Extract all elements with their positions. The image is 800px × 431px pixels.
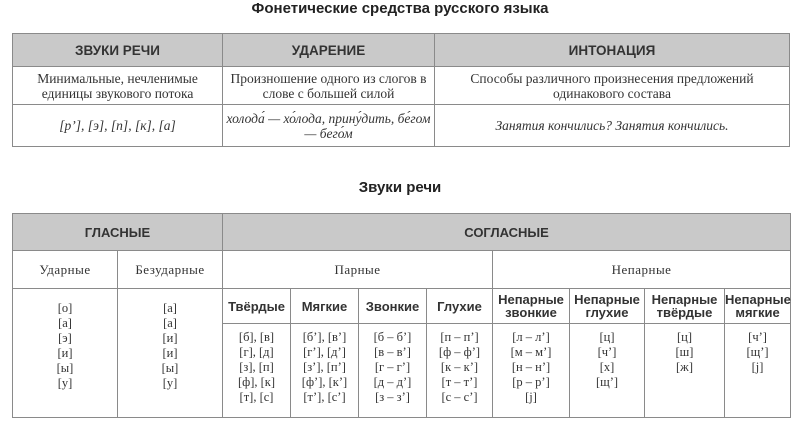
column-unpaired-voiceless: Непарные глухие <box>570 289 645 324</box>
list-item: [с – с’] <box>441 390 478 404</box>
list-item: [ы] <box>56 361 74 375</box>
list-item: [б], [в] <box>238 330 275 344</box>
list-unpaired-voiceless <box>570 324 645 418</box>
list-item: [а] <box>163 316 177 330</box>
list-item: [у] <box>57 376 73 390</box>
header-stress: УДАРЕНИЕ <box>223 34 435 67</box>
list-item: [з – з’] <box>375 390 410 404</box>
header-vowels: ГЛАСНЫЕ <box>13 214 223 251</box>
subheader-unstressed: Безударные <box>118 251 223 289</box>
speech-sounds-table <box>12 213 791 418</box>
list-item: [н – н’] <box>511 360 551 374</box>
list-item: [j] <box>751 360 764 374</box>
list-item: [з’], [п’] <box>303 360 346 374</box>
page-title: Фонетические средства русского языка <box>251 0 549 17</box>
list-unpaired-hard <box>645 324 725 418</box>
column-hard: Твёрдые <box>223 289 291 324</box>
header-consonants: СОГЛАСНЫЕ <box>223 214 791 251</box>
list-item: [х] <box>599 360 615 374</box>
header-sounds: ЗВУКИ РЕЧИ <box>13 34 223 67</box>
list-item: [ц] <box>599 330 615 344</box>
list-item: [а] <box>58 316 72 330</box>
header-intonation: ИНТОНАЦИЯ <box>435 34 790 67</box>
list-item: [ч’] <box>597 345 617 359</box>
list-item: [б – б’] <box>373 330 412 344</box>
list-unpaired-soft <box>725 324 791 418</box>
list-item: [д – д’] <box>373 375 412 389</box>
list-item: [ч’] <box>748 330 767 344</box>
definition-intonation: Способы различного произнесения предложений одинакового состава <box>435 67 790 105</box>
list-item: [и] <box>162 331 178 345</box>
list-item: [р – р’] <box>512 375 550 389</box>
definition-stress: Произношение одного из слогов в слове с большей силой <box>223 67 435 105</box>
list-item: [б’], [в’] <box>302 330 347 344</box>
column-unpaired-hard: Непарные твёрдые <box>645 289 725 324</box>
list-unstressed-vowels <box>118 289 223 418</box>
list-item: [ц] <box>676 330 692 344</box>
list-item: [ф], [к] <box>237 375 276 389</box>
definition-sounds: Минимальные, нечленимые единицы звукового потока <box>13 67 223 105</box>
list-voiceless <box>427 324 493 418</box>
example-sounds: [р’], [э], [п], [к], [а] <box>13 105 223 147</box>
column-soft: Мягкие <box>291 289 359 324</box>
subheader-stressed: Ударные <box>13 251 118 289</box>
list-soft <box>291 324 359 418</box>
list-voiced <box>359 324 427 418</box>
list-item: [п – п’] <box>440 330 479 344</box>
list-item: [щ’] <box>746 345 769 359</box>
list-item: [т], [с] <box>239 390 274 404</box>
list-item: [j] <box>525 390 537 404</box>
subheader-unpaired: Непарные <box>493 251 791 289</box>
example-intonation: Занятия кончились? Занятия кончились. <box>435 105 790 147</box>
list-item: [а] <box>163 301 177 315</box>
column-voiceless: Глухие <box>427 289 493 324</box>
list-item: [э] <box>58 331 72 345</box>
list-item: [г’], [д’] <box>303 345 346 359</box>
list-unpaired-voiced <box>493 324 570 418</box>
list-item: [щ’] <box>595 375 619 389</box>
list-item: [з], [п] <box>239 360 274 374</box>
list-item: [т’], [с’] <box>303 390 346 404</box>
list-hard <box>223 324 291 418</box>
phonetic-means-table <box>12 33 790 147</box>
list-stressed-vowels <box>13 289 118 418</box>
list-item: [ф’], [к’] <box>301 375 348 389</box>
list-item: [в – в’] <box>374 345 411 359</box>
column-voiced: Звонкие <box>359 289 427 324</box>
list-item: [ж] <box>676 360 693 374</box>
list-item: [о] <box>57 301 73 315</box>
list-item: [у] <box>162 376 178 390</box>
example-stress: холода́ — хо́лода, прину́дить, бе́гом — бего́м <box>223 105 435 147</box>
list-item: [и] <box>57 346 73 360</box>
column-unpaired-voiced: Непарные звонкие <box>493 289 570 324</box>
column-unpaired-soft: Непарные мягкие <box>725 289 791 324</box>
list-item: [г], [д] <box>239 345 274 359</box>
subheader-paired: Парные <box>223 251 493 289</box>
list-item: [ы] <box>161 361 179 375</box>
list-item: [к – к’] <box>440 360 479 374</box>
list-item: [т – т’] <box>441 375 478 389</box>
list-item: [л – л’] <box>512 330 550 344</box>
list-item: [и] <box>162 346 178 360</box>
list-item: [ф – ф’] <box>438 345 481 359</box>
list-item: [м – м’] <box>510 345 552 359</box>
section-title: Звуки речи <box>358 179 442 196</box>
list-item: [г – г’] <box>374 360 411 374</box>
list-item: [ш] <box>675 345 694 359</box>
